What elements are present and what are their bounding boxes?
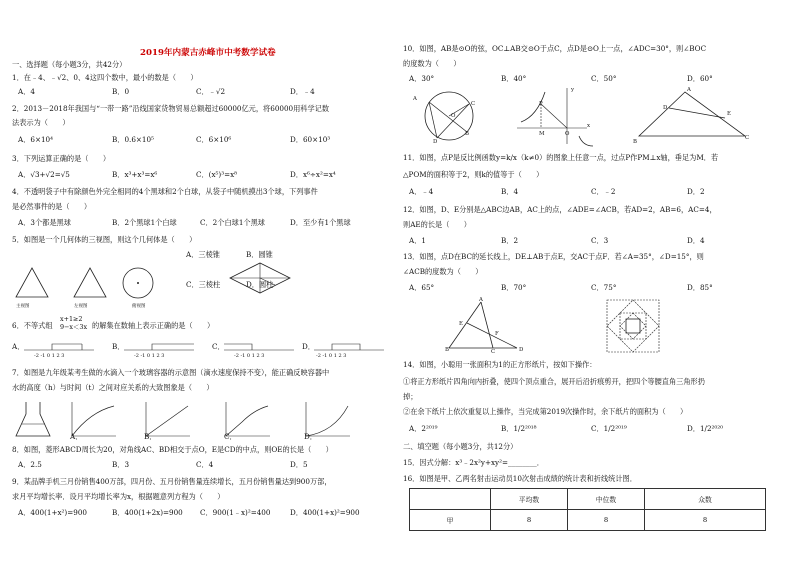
q10-point-c: C xyxy=(471,101,476,107)
q12-stem-line1: 12．如图，D、E分别是△ABC边AB，AC上的点，∠ADE=∠ACB，若AD=2，AB=6，AC=4， xyxy=(403,205,717,214)
top-view-label: 俯视图 xyxy=(132,304,146,309)
q10-stem-line2: 的度数为（ ） xyxy=(403,59,461,68)
q13-point-e: E xyxy=(459,321,463,327)
graph-d xyxy=(306,402,350,436)
q13-option-c: C．75° xyxy=(591,283,617,292)
q9-option-b: B．400(1+2x)=900 xyxy=(112,508,183,517)
q14-option-c: C．1/2²⁰¹⁹ xyxy=(591,424,627,433)
table-header-cell xyxy=(410,489,491,510)
q4-option-c: C．2个白球1个黑球 xyxy=(200,218,265,227)
q15-stem: 15．因式分解：x³﹣2x²y+xy²=________． xyxy=(403,458,544,467)
q13-stem-line1: 13．如图，点D在BC的延长线上，DE⊥AB于点E，交AC于点F．若∠A=35°，∠D=15°，则 xyxy=(403,252,704,261)
section-1-heading: 一、选择题（每小题3分，共42分） xyxy=(12,60,127,69)
q13-option-a: A．65° xyxy=(409,283,435,292)
q5-stem: 5．如图是一个几何体的三视图，则这个几何体是（ ） xyxy=(12,235,197,244)
q7-stem-line1: 7．如图是九年级某考生做的水滴入一个玻璃容器的示意图（滴水速度保持不变），能正确反映容器中 xyxy=(12,368,330,377)
q11-option-b: B．4 xyxy=(501,187,519,196)
q8-option-c: C．4 xyxy=(196,460,214,469)
q13-option-b: B．70° xyxy=(501,283,527,292)
q6-option-d: D． xyxy=(302,342,315,351)
q12-point-b: B xyxy=(633,139,637,145)
top-view-center xyxy=(137,282,139,284)
q2-stem-line2: 法表示为（ ） xyxy=(12,118,70,127)
q10-point-o: O xyxy=(451,113,456,119)
axis-label-a: -2 -1 0 1 2 3 xyxy=(34,353,65,359)
q8-option-d: D．5 xyxy=(290,460,308,469)
q14-square-figure xyxy=(607,300,659,352)
q4-option-a: A．3个都是黑球 xyxy=(18,218,71,227)
table-header-cell: 平均数 xyxy=(491,489,568,510)
figures-q13-q14 xyxy=(447,298,727,356)
q8-option-a: A．2.5 xyxy=(18,460,42,469)
q7-stem-line2: 水的高度（h）与时间（t）之间对应关系的大致图象是（ ） xyxy=(12,383,214,392)
q4-stem-line1: 4．不透明袋子中有除颜色外完全相同的4个黑球和2个白球，从袋子中随机摸出3个球，下列事件 xyxy=(12,187,318,196)
q2-stem-line1: 2．2013－2018年我国与“一带一路”沿线国家货物贸易总额超过60000亿元，将60000用科学记数 xyxy=(12,104,330,113)
graph-c xyxy=(226,402,270,436)
numberline-a xyxy=(24,344,94,350)
q12-point-e: E xyxy=(727,111,731,117)
q13-point-b: B xyxy=(445,347,449,353)
q9-stem-line1: 9．某品牌手机三月份销售400万部，四月份、五月份销售量连续增长，五月份销售量达到900万部， xyxy=(12,477,332,486)
q6-option-b: B． xyxy=(112,342,125,351)
q8-option-b: B．3 xyxy=(112,460,130,469)
q10-point-a: A xyxy=(413,96,417,102)
q12-point-a: A xyxy=(687,87,691,93)
q10-option-b: B．40° xyxy=(501,74,527,83)
q14-option-b: B．1/2²⁰¹⁸ xyxy=(501,424,537,433)
q1-option-b: B．0 xyxy=(112,87,130,96)
exam-title: 2019年内蒙古赤峰市中考数学试卷 xyxy=(140,48,276,58)
numberline-c xyxy=(224,344,294,350)
q7-option-c: C． xyxy=(224,432,237,441)
q2-option-b: B．0.6×10⁵ xyxy=(112,135,154,144)
q11-point-p: P xyxy=(539,101,543,107)
q12-point-c: C xyxy=(745,135,750,141)
q4-stem-line2: 是必然事件的是（ ） xyxy=(12,202,92,211)
q3-option-a: A．√3+√2=√5 xyxy=(18,170,70,179)
table-cell: 8 xyxy=(491,510,568,531)
q5-option-c: C．三棱柱 xyxy=(186,280,221,289)
q5-option-b: B．圆锥 xyxy=(246,250,273,259)
q13-option-d: D．85° xyxy=(687,283,713,292)
q1-stem: 1．在﹣4、﹣√2、0、4这四个数中，最小的数是（ ） xyxy=(12,73,198,82)
q12-option-c: C．3 xyxy=(591,236,609,245)
q14-stem: 14．如图，小聪用一张面积为1的正方形纸片，按如下操作： xyxy=(403,360,597,369)
q12-option-a: A．1 xyxy=(409,236,426,245)
q14-step2: ②在余下纸片上依次重复以上操作，当完成第2019次操作时，余下纸片的面积为（ ） xyxy=(403,407,688,416)
q11-axis-y: y xyxy=(571,87,575,93)
q10-option-d: D．60° xyxy=(687,74,713,83)
q9-option-c: C．900(1﹣x)²=400 xyxy=(200,508,271,517)
q6-stem-suffix: 的解集在数轴上表示正确的是（ ） xyxy=(92,321,215,330)
q1-option-d: D．﹣4 xyxy=(290,87,315,96)
table-header-row xyxy=(410,489,766,510)
q12-option-d: D．4 xyxy=(687,236,705,245)
q12-option-b: B．2 xyxy=(501,236,519,245)
graph-b xyxy=(146,402,190,436)
q5-rhombus-figure xyxy=(225,258,295,298)
q5-option-d: D．圆柱 xyxy=(246,280,274,289)
q14-step1-line2: 掉； xyxy=(403,392,418,401)
q6-system-line1: x+1≥2 xyxy=(60,315,83,323)
q11-stem-line1: 11．如图，点P是反比例函数y=k/x（k≠0）的图象上任意一点，过点P作PM⊥x轴，垂足为M．若 xyxy=(403,153,719,162)
q7-option-d: D． xyxy=(304,432,317,441)
q11-option-c: C．﹣2 xyxy=(591,187,616,196)
q3-option-d: D．x⁶÷x²=x⁴ xyxy=(290,170,336,179)
q6-system-line2: 9−x＜3x xyxy=(60,323,88,331)
graph-a xyxy=(72,402,116,436)
q11-option-d: D．2 xyxy=(687,187,705,196)
q16-stem: 16．如图是甲、乙两名射击运动员10次射击成绩的统计表和折线统计图． xyxy=(403,474,637,483)
q3-stem: 3．下列运算正确的是（ ） xyxy=(12,154,111,163)
q16-stats-table xyxy=(409,488,766,531)
q12-point-d: D xyxy=(663,105,668,111)
q9-stem-line2: 求月平均增长率．设月平均增长率为x，根据题意列方程为（ ） xyxy=(12,492,225,501)
q6-stem-prefix: 6．不等式组 xyxy=(12,321,53,330)
q10-point-d: D xyxy=(433,139,438,145)
table-cell: 8 xyxy=(645,510,766,531)
q11-axis-x: x xyxy=(587,123,591,129)
q10-option-a: A．30° xyxy=(409,74,435,83)
q9-option-a: A．400(1+x²)=900 xyxy=(18,508,87,517)
q11-hyperbola-figure xyxy=(517,88,593,146)
q14-option-a: A．2²⁰¹⁹ xyxy=(409,424,438,433)
q3-option-b: B．x³+x³=x⁶ xyxy=(112,170,158,179)
q11-option-a: A．﹣4 xyxy=(409,187,434,196)
q11-stem-line2: △POM的面积等于2，则k的值等于（ ） xyxy=(403,170,544,179)
q11-point-m: M xyxy=(539,131,545,137)
numberline-d xyxy=(314,344,384,350)
q13-point-c: C xyxy=(491,349,496,355)
q13-point-a: A xyxy=(479,297,483,303)
q13-point-d: D xyxy=(519,347,524,353)
q13-point-f: F xyxy=(495,331,499,337)
q8-stem: 8．如图，菱形ABCD周长为20，对角线AC、BD相交于点O，E是CD的中点，则OE的长是（ ） xyxy=(12,445,333,454)
table-header-cell: 中位数 xyxy=(568,489,645,510)
q5-option-a: A．三棱锥 xyxy=(186,250,220,259)
q10-option-c: C．50° xyxy=(591,74,617,83)
q11-point-o: O xyxy=(565,131,570,137)
q4-option-b: B．2个黑球1个白球 xyxy=(112,218,177,227)
flask-figure xyxy=(16,402,50,436)
q14-option-d: D．1/2²⁰²⁰ xyxy=(687,424,724,433)
q5-top-view-figure xyxy=(118,264,158,302)
axis-label-b: -2 -1 0 1 2 3 xyxy=(134,353,165,359)
side-view-label: 左视图 xyxy=(74,304,88,309)
q2-option-c: C．6×10⁶ xyxy=(196,135,232,144)
q7-option-a: A． xyxy=(70,432,83,441)
q3-option-c: C．(x⁵)³=x⁸ xyxy=(196,170,238,179)
q10-point-b: B xyxy=(465,131,469,137)
side-view-triangle xyxy=(74,268,106,297)
q1-option-c: C．﹣√2 xyxy=(196,87,226,96)
section-2-heading: 二、填空题（每小题3分，共12分） xyxy=(403,442,518,451)
table-row xyxy=(410,510,766,531)
q7-graph-figures xyxy=(14,400,374,440)
q14-step1-line1: ①将正方形纸片四角向内折叠，使四个顶点重合，展开后沿折痕剪开，把四个等腰直角三角形扔 xyxy=(403,377,705,386)
q2-option-a: A．6×10⁴ xyxy=(18,135,54,144)
q13-stem-line2: ∠ACB的度数为（ ） xyxy=(403,267,483,276)
q10-stem-line1: 10．如图，AB是⊙O的弦，OC⊥AB交⊙O于点C，点D是⊙O上一点，∠ADC=30°，则∠BOC xyxy=(403,44,707,53)
numberline-b xyxy=(124,344,194,350)
q7-option-b: B． xyxy=(144,432,157,441)
q1-option-a: A．4 xyxy=(18,87,35,96)
front-view-triangle xyxy=(16,268,48,297)
axis-label-d: -2 -1 0 1 2 3 xyxy=(316,353,347,359)
axis-label-c: -2 -1 0 1 2 3 xyxy=(234,353,265,359)
front-view-label: 主视图 xyxy=(16,304,30,309)
q4-option-d: D．至少有1个黑球 xyxy=(290,218,351,227)
table-cell: 甲 xyxy=(410,510,491,531)
q12-stem-line2: 则AE的长是（ ） xyxy=(403,220,471,229)
table-cell: 8 xyxy=(568,510,645,531)
q9-option-d: D．400(1+x)²=900 xyxy=(290,508,360,517)
table-header-cell: 众数 xyxy=(645,489,766,510)
q6-option-a: A． xyxy=(12,342,25,351)
q6-option-c: C． xyxy=(212,342,225,351)
q2-option-d: D．60×10³ xyxy=(290,135,331,144)
q5-three-views-figure xyxy=(12,264,132,302)
